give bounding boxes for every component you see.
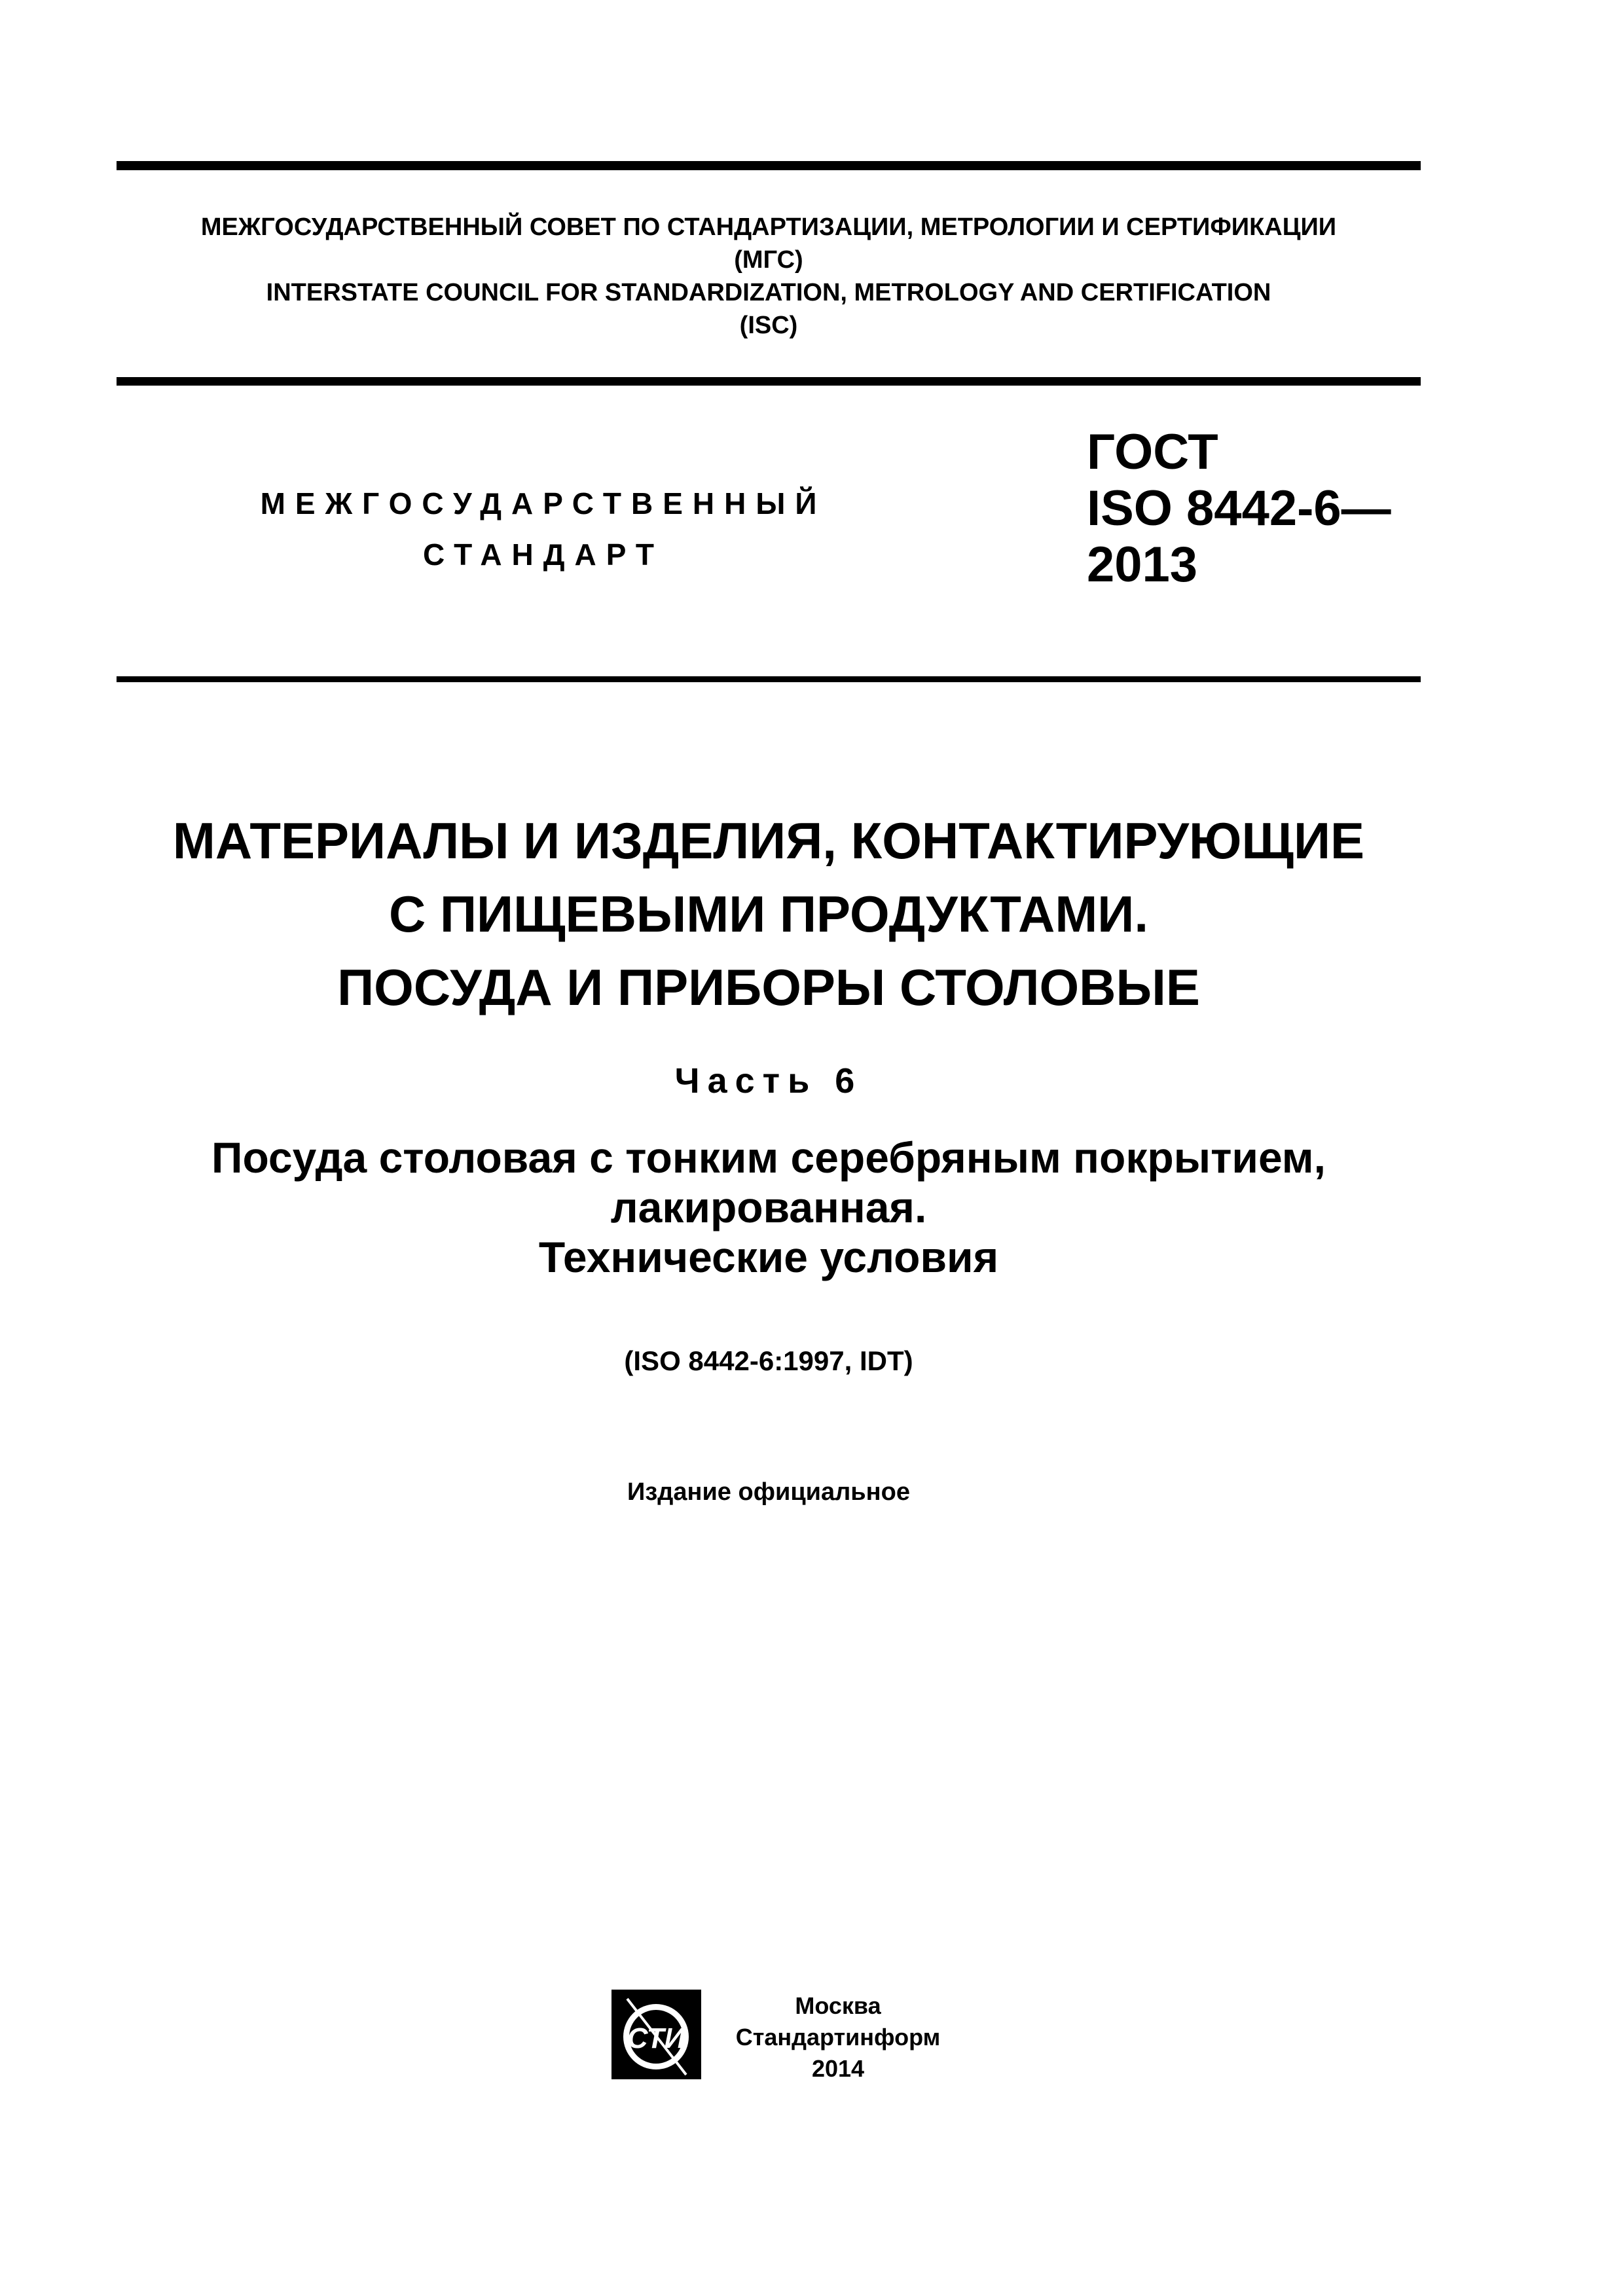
council-abbr-en: (ISC) — [739, 312, 798, 339]
iso-reference: (ISO 8442-6:1997, IDT) — [624, 1345, 913, 1376]
title-line1: МАТЕРИАЛЫ И ИЗДЕЛИЯ, КОНТАКТИРУЮЩИЕ — [172, 812, 1365, 869]
subtitle-line1: Посуда столовая с тонким серебряным покрытием, — [211, 1133, 1326, 1182]
standard-code-line1: ГОСТ — [1087, 424, 1218, 480]
subtitle-line3: Технические условия — [538, 1233, 999, 1281]
council-header — [117, 211, 1421, 342]
publisher-year: 2014 — [811, 2055, 865, 2082]
top-divider — [117, 161, 1421, 170]
council-abbr-ru: (МГС) — [734, 246, 803, 274]
council-name-en: INTERSTATE COUNCIL FOR STANDARDIZATION, METROLOGY AND CERTIFICATION — [266, 279, 1271, 306]
standard-type-label — [216, 478, 871, 580]
middle-divider — [117, 377, 1421, 386]
standard-code-line2: ISO 8442-6— — [1087, 481, 1391, 536]
subtitle-line2: лакированная. — [610, 1183, 927, 1231]
council-name-ru: МЕЖГОСУДАРСТВЕННЫЙ СОВЕТ ПО СТАНДАРТИЗАЦИИ, МЕТРОЛОГИИ И СЕРТИФИКАЦИИ — [200, 213, 1337, 241]
publisher-name: Стандартинформ — [735, 2024, 941, 2050]
standard-label-line2: СТАНДАРТ — [423, 538, 664, 572]
standard-code — [1087, 424, 1391, 593]
standard-code-line3: 2013 — [1087, 537, 1198, 592]
title-line2: С ПИЩЕВЫМИ ПРОДУКТАМИ. — [388, 885, 1149, 943]
title-line3: ПОСУДА И ПРИБОРЫ СТОЛОВЫЕ — [337, 958, 1200, 1016]
document-subtitle — [117, 1133, 1421, 1282]
logo-lettering: СТИ — [627, 2022, 685, 2054]
part-number: Часть 6 — [674, 1061, 863, 1101]
publisher-block — [720, 1990, 956, 2085]
document-title — [117, 804, 1421, 1024]
publisher-city: Москва — [795, 1992, 881, 2019]
lower-divider — [117, 676, 1421, 682]
standard-label-line1: МЕЖГОСУДАРСТВЕННЫЙ — [260, 486, 827, 520]
standartinform-logo-icon — [609, 1987, 704, 2082]
edition-note: Издание официальное — [627, 1478, 910, 1506]
